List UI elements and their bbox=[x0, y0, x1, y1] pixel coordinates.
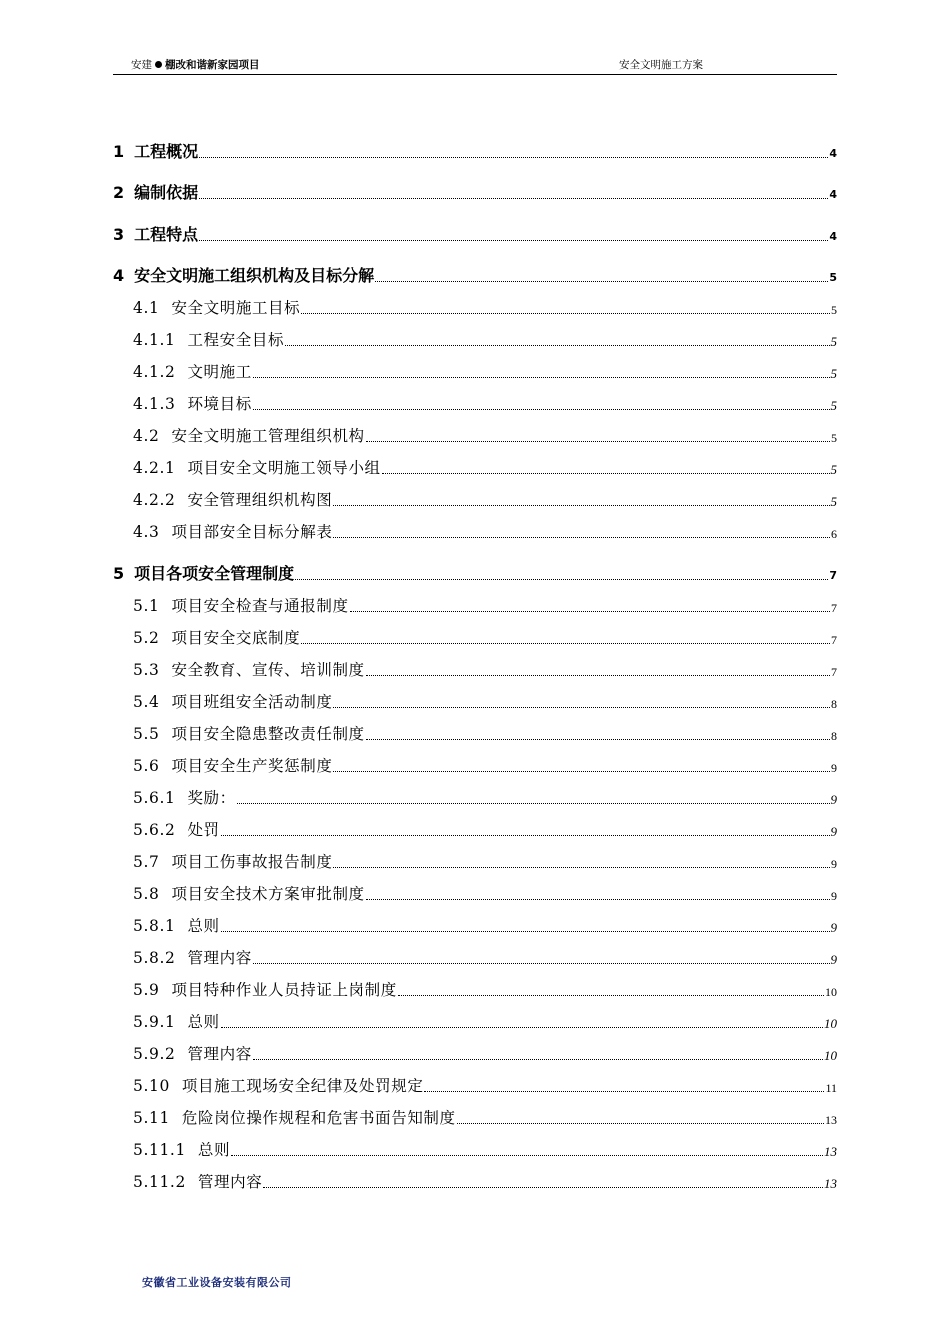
header-document-title: 安全文明施工方案 bbox=[619, 59, 703, 71]
toc-entry-number: 4.1.3 bbox=[133, 395, 176, 413]
toc-leader-dots bbox=[199, 156, 828, 158]
toc-entry-title: 安全文明施工组织机构及目标分解 bbox=[134, 266, 375, 285]
toc-entry-number: 5.6.1 bbox=[133, 788, 176, 807]
toc-entry[interactable] bbox=[113, 251, 837, 293]
toc-entry-page: 5 bbox=[831, 431, 837, 445]
toc-entry-number: 5.8.2 bbox=[133, 948, 176, 967]
toc-entry-title: 总则 bbox=[187, 916, 220, 935]
page-header bbox=[113, 56, 837, 75]
toc-entry-title: 危险岗位操作规程和危害书面告知制度 bbox=[181, 1108, 456, 1127]
toc-leader-dots bbox=[398, 994, 824, 996]
toc-entry[interactable] bbox=[113, 814, 837, 846]
toc-entry-number: 5.2 bbox=[133, 628, 160, 647]
toc-leader-dots bbox=[253, 962, 830, 964]
toc-entry-title: 项目施工现场安全纪律及处罚规定 bbox=[181, 1076, 424, 1095]
toc-leader-dots bbox=[333, 866, 830, 868]
toc-leader-dots bbox=[333, 770, 830, 772]
toc-entry-page: 5 bbox=[829, 271, 837, 284]
toc-leader-dots bbox=[457, 1122, 824, 1124]
toc-entry-number: 5.8 bbox=[133, 884, 160, 903]
toc-entry-page: 5 bbox=[830, 334, 837, 349]
toc-entry-page: 5 bbox=[830, 494, 837, 509]
toc-leader-dots bbox=[366, 440, 830, 442]
toc-entry[interactable] bbox=[113, 1006, 837, 1038]
toc-leader-dots bbox=[333, 536, 830, 538]
toc-entry[interactable] bbox=[113, 942, 837, 974]
toc-leader-dots bbox=[333, 504, 829, 506]
toc-entry-number: 5.4 bbox=[133, 692, 160, 711]
toc-entry[interactable] bbox=[113, 452, 837, 484]
toc-leader-dots bbox=[231, 1154, 823, 1156]
toc-leader-dots bbox=[333, 706, 830, 708]
toc-entry[interactable] bbox=[113, 878, 837, 910]
toc-entry-number: 5.10 bbox=[133, 1076, 170, 1095]
toc-entry[interactable] bbox=[113, 548, 837, 590]
toc-entry[interactable] bbox=[113, 420, 837, 452]
toc-leader-dots bbox=[237, 802, 830, 804]
toc-entry-page: 10 bbox=[825, 984, 837, 999]
toc-leader-dots bbox=[199, 239, 828, 241]
toc-entry[interactable] bbox=[113, 974, 837, 1006]
toc-leader-dots bbox=[221, 834, 830, 836]
toc-entry-number: 5.11.2 bbox=[133, 1172, 186, 1191]
toc-entry-number: 4.1.2 bbox=[133, 363, 176, 381]
toc-entry-page: 7 bbox=[831, 600, 837, 615]
toc-entry-page: 9 bbox=[830, 791, 837, 807]
toc-entry[interactable] bbox=[113, 209, 837, 251]
toc-entry[interactable] bbox=[113, 168, 837, 210]
toc-entry-page: 9 bbox=[830, 823, 837, 839]
toc-leader-dots bbox=[263, 1186, 823, 1188]
toc-entry[interactable] bbox=[113, 1070, 837, 1102]
toc-entry-page: 4 bbox=[829, 146, 837, 160]
toc-entry[interactable] bbox=[113, 718, 837, 750]
toc-entry[interactable] bbox=[113, 1102, 837, 1134]
toc-entry-number: 4.2 bbox=[133, 427, 160, 445]
toc-entry[interactable] bbox=[113, 782, 837, 814]
toc-entry-page: 4 bbox=[829, 188, 837, 201]
toc-entry-page: 4 bbox=[829, 229, 837, 243]
toc-entry-title: 工程安全目标 bbox=[187, 331, 285, 349]
toc-entry-number: 5.9.2 bbox=[133, 1044, 176, 1063]
toc-entry-number: 5.11 bbox=[133, 1108, 170, 1127]
toc-entry-title: 安全管理组织机构图 bbox=[187, 491, 333, 509]
toc-entry-title: 项目安全生产奖惩制度 bbox=[171, 756, 333, 775]
toc-entry-title: 文明施工 bbox=[187, 363, 252, 381]
toc-entry-page: 9 bbox=[831, 888, 837, 903]
toc-entry-page: 8 bbox=[831, 728, 837, 743]
toc-entry-number: 4.1.1 bbox=[133, 331, 176, 349]
toc-leader-dots bbox=[301, 642, 830, 644]
toc-entry-number: 5.8.1 bbox=[133, 916, 176, 935]
toc-leader-dots bbox=[295, 578, 828, 580]
toc-entry-number: 5.9 bbox=[133, 980, 160, 999]
toc-entry-title: 环境目标 bbox=[187, 395, 252, 413]
toc-entry-title: 项目班组安全活动制度 bbox=[171, 692, 333, 711]
toc-entry-page: 5 bbox=[830, 366, 837, 381]
toc-entry-number: 1 bbox=[113, 141, 125, 161]
toc-entry-page: 7 bbox=[831, 632, 837, 647]
toc-entry-number: 5.6 bbox=[133, 756, 160, 775]
toc-entry-title: 安全文明施工目标 bbox=[171, 299, 301, 317]
toc-entry-page: 9 bbox=[830, 919, 837, 935]
toc-entry-title: 项目安全交底制度 bbox=[171, 628, 301, 647]
toc-entry-title: 项目安全技术方案审批制度 bbox=[171, 884, 365, 903]
header-project-title: 棚改和谐新家园项目 bbox=[165, 59, 260, 71]
footer-company-name: 安徽省工业设备安装有限公司 bbox=[142, 1276, 292, 1289]
bullet-icon bbox=[155, 61, 162, 68]
toc-entry-title: 项目安全文明施工领导小组 bbox=[187, 459, 381, 477]
toc-entry-number: 5.11.1 bbox=[133, 1140, 186, 1159]
toc-entry-title: 处罚 bbox=[187, 820, 220, 839]
toc-leader-dots bbox=[382, 472, 830, 474]
toc-entry-page: 10 bbox=[824, 1047, 837, 1063]
toc-entry-number: 5.3 bbox=[133, 660, 160, 679]
toc-entry-number: 4.1 bbox=[133, 299, 160, 317]
toc-entry-title: 管理内容 bbox=[187, 948, 252, 967]
toc-entry[interactable] bbox=[113, 126, 837, 168]
toc-entry-number: 4.2.2 bbox=[133, 491, 176, 509]
toc-entry[interactable] bbox=[113, 590, 837, 622]
toc-entry-page: 6 bbox=[831, 527, 837, 541]
toc-entry-number: 5 bbox=[113, 563, 125, 583]
toc-entry-title: 安全文明施工管理组织机构 bbox=[171, 427, 365, 445]
toc-entry-number: 2 bbox=[113, 183, 125, 202]
toc-entry-title: 管理内容 bbox=[187, 1044, 252, 1063]
toc-entry-title: 项目部安全目标分解表 bbox=[171, 523, 333, 541]
toc-entry-page: 13 bbox=[825, 1112, 837, 1127]
toc-leader-dots bbox=[350, 610, 830, 612]
toc-leader-dots bbox=[366, 898, 830, 900]
toc-entry-number: 3 bbox=[113, 224, 125, 244]
toc-entry[interactable] bbox=[113, 910, 837, 942]
toc-entry-page: 10 bbox=[824, 1015, 837, 1031]
toc-leader-dots bbox=[253, 1058, 823, 1060]
header-project-name bbox=[131, 57, 260, 72]
toc-leader-dots bbox=[253, 408, 830, 410]
toc-leader-dots bbox=[366, 674, 830, 676]
toc-entry-page: 9 bbox=[831, 856, 837, 871]
toc-entry-title: 奖励： bbox=[187, 788, 236, 807]
toc-entry-page: 8 bbox=[831, 696, 837, 711]
toc-entry-page: 9 bbox=[830, 951, 837, 967]
toc-entry-number: 5.1 bbox=[133, 596, 160, 615]
toc-entry[interactable] bbox=[113, 324, 837, 356]
toc-entry-title: 项目安全隐患整改责任制度 bbox=[171, 724, 365, 743]
toc-entry-title: 项目各项安全管理制度 bbox=[134, 563, 295, 583]
toc-leader-dots bbox=[375, 280, 828, 282]
toc-entry[interactable] bbox=[113, 356, 837, 388]
toc-leader-dots bbox=[424, 1090, 824, 1092]
toc-leader-dots bbox=[253, 376, 830, 378]
toc-entry-number: 4 bbox=[113, 266, 125, 285]
toc-entry-number: 5.6.2 bbox=[133, 820, 176, 839]
toc-entry-title: 项目安全检查与通报制度 bbox=[171, 596, 349, 615]
toc-entry-page: 13 bbox=[824, 1143, 837, 1159]
toc-entry[interactable] bbox=[113, 1038, 837, 1070]
toc-entry[interactable] bbox=[113, 622, 837, 654]
toc-entry[interactable] bbox=[113, 1166, 837, 1198]
toc-entry-title: 编制依据 bbox=[134, 183, 199, 202]
toc-entry-page: 13 bbox=[824, 1175, 837, 1191]
toc-leader-dots bbox=[285, 344, 829, 346]
toc-entry-title: 总则 bbox=[197, 1140, 231, 1159]
toc-entry-number: 4.2.1 bbox=[133, 459, 176, 477]
toc-entry-page: 7 bbox=[829, 568, 837, 582]
toc-entry[interactable] bbox=[113, 484, 837, 516]
toc-entry[interactable] bbox=[113, 654, 837, 686]
header-company-short: 安建 bbox=[131, 59, 152, 71]
toc-entry-title: 安全教育、宣传、培训制度 bbox=[171, 660, 365, 679]
toc-entry-number: 4.3 bbox=[133, 523, 160, 541]
toc-entry-page: 11 bbox=[825, 1080, 837, 1095]
toc-leader-dots bbox=[221, 930, 830, 932]
toc-entry-page: 5 bbox=[831, 303, 837, 317]
toc-entry-title: 工程特点 bbox=[134, 224, 199, 244]
toc-entry-page: 9 bbox=[831, 760, 837, 775]
toc-entry[interactable] bbox=[113, 388, 837, 420]
toc-leader-dots bbox=[366, 738, 830, 740]
toc-entry[interactable] bbox=[113, 686, 837, 718]
toc-entry-page: 5 bbox=[830, 462, 837, 477]
toc-entry[interactable] bbox=[113, 292, 837, 324]
toc-entry[interactable] bbox=[113, 516, 837, 548]
toc-entry[interactable] bbox=[113, 846, 837, 878]
toc-leader-dots bbox=[199, 197, 828, 199]
table-of-contents bbox=[113, 126, 837, 1198]
toc-entry-number: 5.5 bbox=[133, 724, 160, 743]
toc-entry-title: 项目特种作业人员持证上岗制度 bbox=[171, 980, 397, 999]
toc-entry-title: 项目工伤事故报告制度 bbox=[171, 852, 333, 871]
toc-entry[interactable] bbox=[113, 750, 837, 782]
toc-entry-title: 工程概况 bbox=[134, 141, 199, 161]
toc-entry-number: 5.7 bbox=[133, 852, 160, 871]
toc-leader-dots bbox=[221, 1026, 823, 1028]
toc-leader-dots bbox=[301, 312, 830, 314]
toc-entry[interactable] bbox=[113, 1134, 837, 1166]
toc-entry-page: 5 bbox=[830, 398, 837, 413]
toc-entry-title: 管理内容 bbox=[197, 1172, 263, 1191]
toc-entry-title: 总则 bbox=[187, 1012, 220, 1031]
toc-entry-number: 5.9.1 bbox=[133, 1012, 176, 1031]
toc-entry-page: 7 bbox=[831, 664, 837, 679]
